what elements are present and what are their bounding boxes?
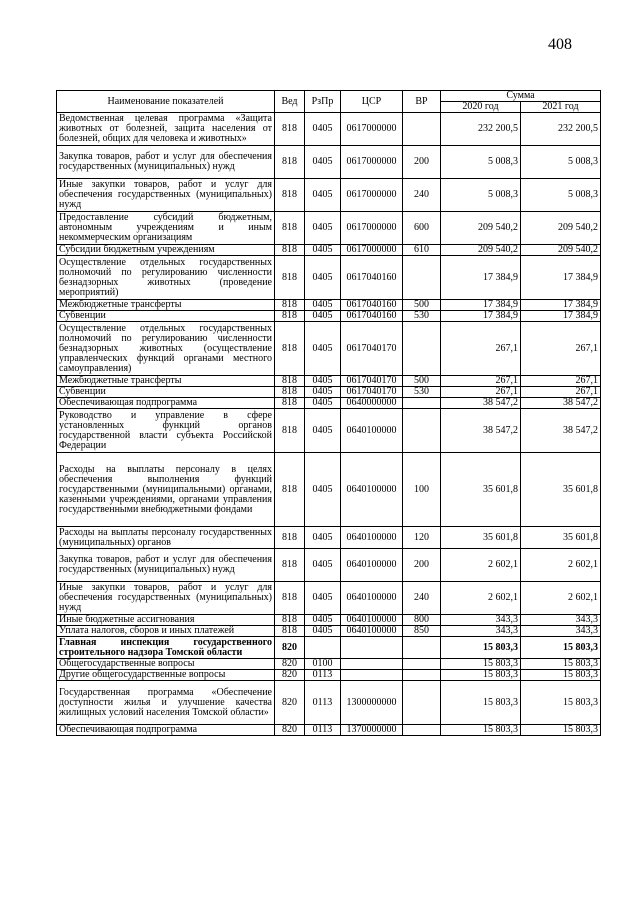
vr-cell [403,409,441,453]
sum-2021-cell: 15 803,3 [521,681,601,725]
table-row [57,256,601,300]
vr-cell [403,398,441,409]
csr-cell [341,659,403,670]
name-cell: Межбюджетные трансферты [57,376,275,387]
ved-cell: 818 [275,387,305,398]
sum-2020-cell: 17 384,9 [441,311,521,322]
name-cell: Обеспечивающая подпрограмма [57,398,275,409]
name-cell: Уплата налогов, сборов и иных платежей [57,626,275,637]
name-cell: Иные закупки товаров, работ и услуг для обеспечения государственных (муниципальных) нужд [57,179,275,212]
name-cell: Осуществление отдельных государственных полномочий по регулированию численности безнадзорных животных (осуществление управленческих функций органами местного самоуправления) [57,322,275,376]
rzpr-cell: 0405 [305,146,341,179]
rzpr-cell: 0405 [305,376,341,387]
table-body [57,113,601,736]
csr-cell: 0640100000 [341,615,403,626]
rzpr-cell: 0405 [305,626,341,637]
rzpr-cell: 0405 [305,256,341,300]
sum-2021-cell: 17 384,9 [521,311,601,322]
budget-table [56,90,601,736]
vr-cell [403,725,441,736]
header-vr: ВР [403,91,441,113]
csr-cell: 1370000000 [341,725,403,736]
ved-cell: 818 [275,549,305,582]
csr-cell [341,670,403,681]
sum-2020-cell: 15 803,3 [441,681,521,725]
csr-cell: 0617040160 [341,256,403,300]
table-row [57,387,601,398]
ved-cell: 818 [275,322,305,376]
sum-2020-cell: 232 200,5 [441,113,521,146]
vr-cell: 500 [403,300,441,311]
name-cell: Предоставление субсидий бюджетным, автономным учреждениям и иным некоммерческим организациям [57,212,275,245]
vr-cell: 100 [403,453,441,527]
ved-cell: 818 [275,398,305,409]
vr-cell [403,681,441,725]
sum-2021-cell: 2 602,1 [521,582,601,615]
ved-cell: 818 [275,179,305,212]
sum-2021-cell: 15 803,3 [521,659,601,670]
rzpr-cell [305,637,341,659]
vr-cell: 610 [403,245,441,256]
table-row [57,300,601,311]
sum-2020-cell: 267,1 [441,387,521,398]
csr-cell: 0640100000 [341,582,403,615]
csr-cell: 0640100000 [341,409,403,453]
sum-2020-cell: 2 602,1 [441,582,521,615]
ved-cell: 820 [275,725,305,736]
sum-2020-cell: 209 540,2 [441,245,521,256]
csr-cell: 0617000000 [341,113,403,146]
rzpr-cell: 0405 [305,615,341,626]
table-row [57,637,601,659]
sum-2020-cell: 17 384,9 [441,256,521,300]
name-cell: Иные закупки товаров, работ и услуг для обеспечения государственных (муниципальных) нужд [57,582,275,615]
sum-2021-cell: 15 803,3 [521,670,601,681]
csr-cell: 0640100000 [341,626,403,637]
vr-cell [403,113,441,146]
sum-2021-cell: 5 008,3 [521,146,601,179]
sum-2021-cell: 267,1 [521,376,601,387]
name-cell: Другие общегосударственные вопросы [57,670,275,681]
table-row [57,409,601,453]
sum-2020-cell: 267,1 [441,376,521,387]
sum-2021-cell: 5 008,3 [521,179,601,212]
table-row [57,527,601,549]
csr-cell: 0617040160 [341,300,403,311]
vr-cell: 850 [403,626,441,637]
sum-2020-cell: 343,3 [441,615,521,626]
sum-2020-cell: 209 540,2 [441,212,521,245]
name-cell: Общегосударственные вопросы [57,659,275,670]
sum-2020-cell: 17 384,9 [441,300,521,311]
ved-cell: 818 [275,212,305,245]
sum-2020-cell: 267,1 [441,322,521,376]
rzpr-cell: 0113 [305,670,341,681]
header-2021: 2021 год [521,102,601,113]
name-cell: Обеспечивающая подпрограмма [57,725,275,736]
sum-2021-cell: 2 602,1 [521,549,601,582]
name-cell: Руководство и управление в сфере установленных функций органов государственной власти субъекта Российской Федерации [57,409,275,453]
vr-cell: 120 [403,527,441,549]
vr-cell: 240 [403,179,441,212]
csr-cell: 0617000000 [341,212,403,245]
csr-cell: 0640100000 [341,527,403,549]
table-row [57,725,601,736]
ved-cell: 820 [275,637,305,659]
table-row [57,582,601,615]
ved-cell: 818 [275,256,305,300]
rzpr-cell: 0100 [305,659,341,670]
ved-cell: 818 [275,582,305,615]
name-cell: Закупка товаров, работ и услуг для обеспечения государственных (муниципальных) нужд [57,549,275,582]
sum-2021-cell: 232 200,5 [521,113,601,146]
rzpr-cell: 0405 [305,409,341,453]
ved-cell: 818 [275,146,305,179]
csr-cell: 0617040170 [341,387,403,398]
header-row [57,91,601,102]
vr-cell: 240 [403,582,441,615]
header-csr: ЦСР [341,91,403,113]
name-cell: Иные бюджетные ассигнования [57,615,275,626]
sum-2021-cell: 17 384,9 [521,300,601,311]
vr-cell: 600 [403,212,441,245]
sum-2021-cell: 267,1 [521,387,601,398]
csr-cell: 0617040170 [341,376,403,387]
name-cell: Субвенции [57,311,275,322]
sum-2021-cell: 267,1 [521,322,601,376]
csr-cell: 0640000000 [341,398,403,409]
table-row [57,670,601,681]
sum-2021-cell: 343,3 [521,615,601,626]
sum-2021-cell: 38 547,2 [521,398,601,409]
name-cell: Главная инспекция государственного строительного надзора Томской области [57,637,275,659]
csr-cell: 0617000000 [341,179,403,212]
csr-cell: 0617040160 [341,311,403,322]
csr-cell: 0640100000 [341,549,403,582]
name-cell: Расходы на выплаты персоналу государственных (муниципальных) органов [57,527,275,549]
sum-2021-cell: 38 547,2 [521,409,601,453]
ved-cell: 820 [275,659,305,670]
sum-2020-cell: 15 803,3 [441,637,521,659]
ved-cell: 818 [275,113,305,146]
table-row [57,626,601,637]
name-cell: Субвенции [57,387,275,398]
table-row [57,179,601,212]
table-row [57,113,601,146]
ved-cell: 818 [275,245,305,256]
sum-2020-cell: 15 803,3 [441,659,521,670]
sum-2020-cell: 35 601,8 [441,453,521,527]
name-cell: Закупка товаров, работ и услуг для обеспечения государственных (муниципальных) нужд [57,146,275,179]
rzpr-cell: 0405 [305,245,341,256]
table-row [57,398,601,409]
rzpr-cell: 0405 [305,179,341,212]
ved-cell: 818 [275,453,305,527]
rzpr-cell: 0405 [305,322,341,376]
table-row [57,322,601,376]
header-name: Наименование показателей [57,91,275,113]
sum-2021-cell: 343,3 [521,626,601,637]
rzpr-cell: 0405 [305,387,341,398]
vr-cell: 200 [403,549,441,582]
sum-2020-cell: 2 602,1 [441,549,521,582]
name-cell: Субсидии бюджетным учреждениям [57,245,275,256]
table-row [57,376,601,387]
rzpr-cell: 0405 [305,453,341,527]
ved-cell: 818 [275,300,305,311]
table-row [57,146,601,179]
vr-cell [403,322,441,376]
sum-2021-cell: 35 601,8 [521,453,601,527]
sum-2020-cell: 15 803,3 [441,725,521,736]
header-2020: 2020 год [441,102,521,113]
table-row [57,549,601,582]
sum-2020-cell: 38 547,2 [441,409,521,453]
vr-cell [403,659,441,670]
vr-cell: 530 [403,387,441,398]
ved-cell: 818 [275,626,305,637]
csr-cell: 0640100000 [341,453,403,527]
vr-cell: 500 [403,376,441,387]
sum-2021-cell: 15 803,3 [521,637,601,659]
sum-2021-cell: 209 540,2 [521,245,601,256]
rzpr-cell: 0405 [305,212,341,245]
vr-cell: 200 [403,146,441,179]
rzpr-cell: 0405 [305,549,341,582]
rzpr-cell: 0405 [305,311,341,322]
table-row [57,659,601,670]
rzpr-cell: 0113 [305,725,341,736]
table-row [57,311,601,322]
sum-2021-cell: 17 384,9 [521,256,601,300]
csr-cell [341,637,403,659]
ved-cell: 820 [275,681,305,725]
rzpr-cell: 0405 [305,300,341,311]
table-row [57,212,601,245]
vr-cell [403,670,441,681]
sum-2021-cell: 209 540,2 [521,212,601,245]
csr-cell: 0617040170 [341,322,403,376]
sum-2021-cell: 15 803,3 [521,725,601,736]
header-ved: Вед [275,91,305,113]
ved-cell: 818 [275,527,305,549]
ved-cell: 818 [275,615,305,626]
vr-cell [403,256,441,300]
vr-cell [403,637,441,659]
sum-2020-cell: 5 008,3 [441,146,521,179]
name-cell: Осуществление отдельных государственных полномочий по регулированию численности безнадзорных животных (проведение мероприятий) [57,256,275,300]
name-cell: Межбюджетные трансферты [57,300,275,311]
csr-cell: 1300000000 [341,681,403,725]
rzpr-cell: 0405 [305,582,341,615]
vr-cell: 800 [403,615,441,626]
sum-2020-cell: 5 008,3 [441,179,521,212]
table-row [57,615,601,626]
sum-2020-cell: 15 803,3 [441,670,521,681]
name-cell: Расходы на выплаты персоналу в целях обеспечения выполнения функций государственными (муниципальными) органами, казенными учреждениями, органами управления государственными внебюджетными фондами [57,453,275,527]
ved-cell: 818 [275,409,305,453]
sum-2021-cell: 35 601,8 [521,527,601,549]
csr-cell: 0617000000 [341,146,403,179]
header-rzpr: РзПр [305,91,341,113]
rzpr-cell: 0405 [305,398,341,409]
sum-2020-cell: 35 601,8 [441,527,521,549]
csr-cell: 0617000000 [341,245,403,256]
sum-2020-cell: 343,3 [441,626,521,637]
table-row [57,453,601,527]
ved-cell: 818 [275,376,305,387]
vr-cell: 530 [403,311,441,322]
table-row [57,681,601,725]
table-row [57,245,601,256]
rzpr-cell: 0113 [305,681,341,725]
ved-cell: 820 [275,670,305,681]
ved-cell: 818 [275,311,305,322]
name-cell: Ведомственная целевая программа «Защита животных от болезней, защита населения от болезней, общих для человека и животных» [57,113,275,146]
page-number: 408 [548,36,572,53]
rzpr-cell: 0405 [305,527,341,549]
header-sum: Сумма [441,91,601,102]
sum-2020-cell: 38 547,2 [441,398,521,409]
name-cell: Государственная программа «Обеспечение доступности жилья и улучшение качества жилищных условий населения Томской области» [57,681,275,725]
rzpr-cell: 0405 [305,113,341,146]
